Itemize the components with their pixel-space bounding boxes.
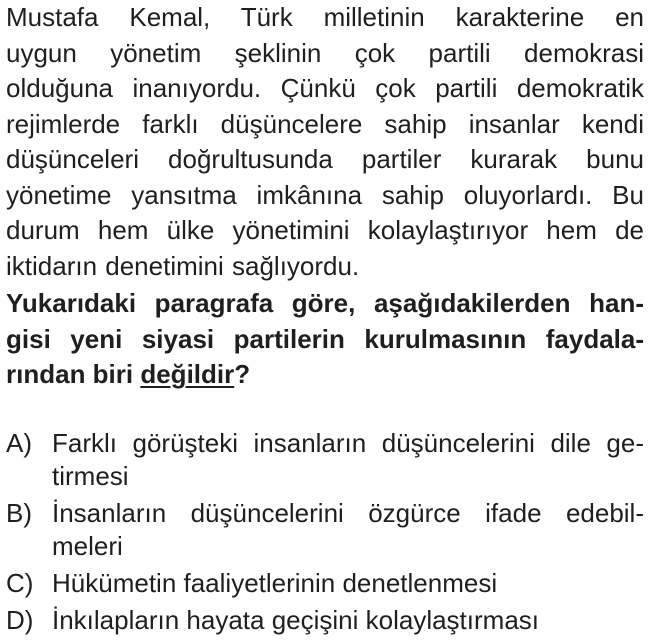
option-letter: A) bbox=[6, 427, 32, 458]
question-mark: ? bbox=[234, 359, 251, 389]
option-text bbox=[52, 604, 644, 637]
passage-line: düşünceleri doğrultusunda partiler kurarak bunu bbox=[6, 144, 644, 174]
passage-line: Mustafa Kemal, Türk milletinin karakterine en bbox=[6, 2, 644, 32]
passage-line: iktidarın denetimini sağlıyordu. bbox=[6, 250, 360, 281]
option-text-line: meleri bbox=[52, 530, 123, 561]
option-text-line: tirmesi bbox=[52, 460, 129, 491]
passage-line: rejimlerde farklı düşüncelere sahip insanlar kendi bbox=[6, 108, 644, 139]
question-line: gisi yeni siyasi partilerin kurulmasının faydala- bbox=[6, 323, 644, 354]
passage-line: durum hem ülke yönetimini kolaylaştırıyor hem de bbox=[6, 215, 644, 245]
passage-line: yönetime yansıtma imkânına sahip oluyorlardı. Bu bbox=[6, 179, 644, 210]
option-d[interactable] bbox=[6, 604, 644, 637]
passage-line: olduğuna inanıyordu. Çünkü çok partili demokratik bbox=[6, 73, 644, 103]
option-text-line: Hükümetin faaliyetlerinin denetlenmesi bbox=[52, 567, 498, 598]
option-b[interactable] bbox=[6, 497, 644, 563]
question-line-prefix: rından biri bbox=[6, 359, 141, 389]
option-c[interactable] bbox=[6, 567, 644, 600]
option-text-line: İnsanların düşüncelerini özgürce ifade edebil- bbox=[52, 497, 644, 528]
answer-options bbox=[6, 427, 644, 637]
option-text bbox=[52, 427, 644, 493]
question-stem bbox=[6, 286, 644, 393]
question-page bbox=[6, 0, 644, 638]
option-text-line: İnkılapların hayata geçişini kolaylaştırması bbox=[52, 604, 540, 635]
question-line bbox=[6, 357, 644, 393]
passage-line: uygun yönetim şeklinin çok partili demokrasi bbox=[6, 37, 644, 68]
option-a[interactable] bbox=[6, 427, 644, 493]
option-text bbox=[52, 497, 644, 563]
option-letter: C) bbox=[6, 567, 34, 598]
option-letter: D) bbox=[6, 604, 34, 635]
negation-emphasis: değildir bbox=[140, 359, 235, 389]
option-text-line: Farklı görüşteki insanların düşüncelerini dile ge- bbox=[52, 427, 644, 458]
question-line: Yukarıdaki paragrafa göre, aşağıdakilerden han- bbox=[6, 288, 644, 318]
option-letter: B) bbox=[6, 497, 32, 528]
passage-paragraph bbox=[6, 0, 644, 284]
option-text bbox=[52, 567, 644, 600]
